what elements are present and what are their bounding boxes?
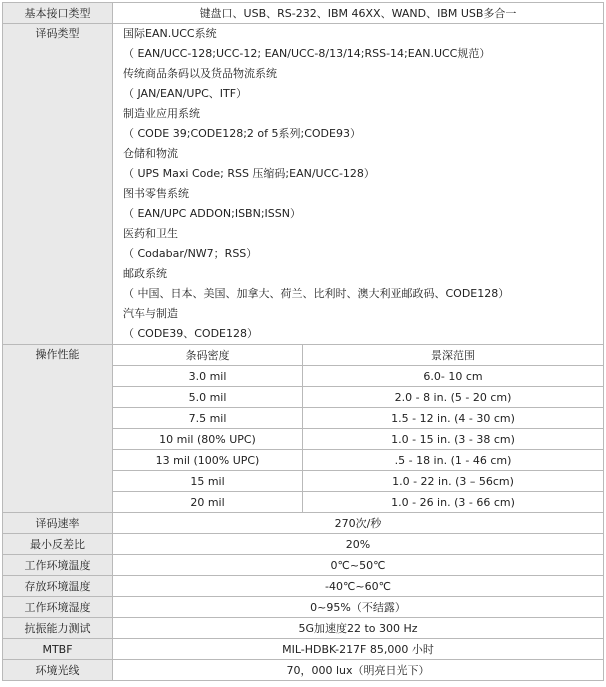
spec-row — [3, 597, 604, 618]
density-cell: 13 mil (100% UPC) — [113, 450, 303, 471]
density-cell: 20 mil — [113, 492, 303, 513]
spec-value: -40℃~60℃ — [113, 576, 604, 597]
depth-cell: 1.0 - 26 in. (3 - 66 cm) — [303, 492, 604, 513]
symbology-list — [113, 24, 604, 345]
symbology-line: 制造业应用系统 — [123, 107, 200, 120]
spec-table — [2, 2, 604, 681]
symbology-line: （ CODE39、CODE128） — [123, 327, 259, 340]
symbology-line: （ EAN/UPC ADDON;ISBN;ISSN） — [123, 207, 301, 220]
spec-value: 5G加速度22 to 300 Hz — [113, 618, 604, 639]
depth-cell: 1.0 - 15 in. (3 - 38 cm) — [303, 429, 604, 450]
symbology-line: 汽车与制造 — [123, 307, 178, 320]
depth-header: 景深范围 — [303, 345, 604, 366]
spec-value: 20% — [113, 534, 604, 555]
depth-cell: 2.0 - 8 in. (5 - 20 cm) — [303, 387, 604, 408]
spec-label: 抗振能力测试 — [3, 618, 113, 639]
symbology-line: （ 中国、日本、美国、加拿大、荷兰、比利时、澳大利亚邮政码、CODE128） — [123, 287, 510, 300]
spec-value: 270次/秒 — [113, 513, 604, 534]
spec-value: 0℃~50℃ — [113, 555, 604, 576]
symbology-line: 邮政系统 — [123, 267, 167, 280]
symbology-line: （ Codabar/NW7；RSS） — [123, 247, 258, 260]
density-cell: 5.0 mil — [113, 387, 303, 408]
spec-row — [3, 639, 604, 660]
spec-row — [3, 618, 604, 639]
symbology-line: （ UPS Maxi Code; RSS 压缩码;EAN/UCC-128） — [123, 167, 375, 180]
interface-row — [3, 3, 604, 24]
symbology-label: 译码类型 — [3, 24, 113, 345]
density-cell: 7.5 mil — [113, 408, 303, 429]
spec-value: MIL-HDBK-217F 85,000 小时 — [113, 639, 604, 660]
symbology-line: （ EAN/UCC-128;UCC-12; EAN/UCC-8/13/14;RSS-14;EAN.UCC规范） — [123, 47, 491, 60]
depth-cell: 1.0 - 22 in. (3 – 56cm) — [303, 471, 604, 492]
density-header: 条码密度 — [113, 345, 303, 366]
performance-label: 操作性能 — [3, 345, 113, 513]
depth-cell: 1.5 - 12 in. (4 - 30 cm) — [303, 408, 604, 429]
density-cell: 10 mil (80% UPC) — [113, 429, 303, 450]
spec-label: 工作环境温度 — [3, 555, 113, 576]
symbology-row — [3, 24, 604, 345]
symbology-line: 仓储和物流 — [123, 147, 178, 160]
symbology-line: 国际EAN.UCC系统 — [123, 27, 217, 40]
interface-label: 基本接口类型 — [3, 3, 113, 24]
depth-cell: .5 - 18 in. (1 - 46 cm) — [303, 450, 604, 471]
interface-value: 键盘口、USB、RS-232、IBM 46XX、WAND、IBM USB多合一 — [113, 3, 604, 24]
spec-row — [3, 660, 604, 681]
spec-label: 工作环境湿度 — [3, 597, 113, 618]
symbology-line: （ CODE 39;CODE128;2 of 5系列;CODE93） — [123, 127, 361, 140]
spec-label: MTBF — [3, 639, 113, 660]
spec-row — [3, 534, 604, 555]
symbology-line: 传统商品条码以及货品物流系统 — [123, 67, 277, 80]
depth-cell: 6.0- 10 cm — [303, 366, 604, 387]
spec-label: 译码速率 — [3, 513, 113, 534]
spec-row — [3, 576, 604, 597]
spec-value: 0~95%（不结露） — [113, 597, 604, 618]
spec-label: 最小反差比 — [3, 534, 113, 555]
spec-label: 存放环境温度 — [3, 576, 113, 597]
symbology-line: （ JAN/EAN/UPC、ITF） — [123, 87, 248, 100]
spec-value: 70，000 lux（明亮日光下） — [113, 660, 604, 681]
density-cell: 3.0 mil — [113, 366, 303, 387]
performance-header-row — [3, 345, 604, 366]
symbology-line: 医药和卫生 — [123, 227, 178, 240]
spec-label: 环境光线 — [3, 660, 113, 681]
symbology-line: 图书零售系统 — [123, 187, 189, 200]
density-cell: 15 mil — [113, 471, 303, 492]
spec-row — [3, 555, 604, 576]
spec-row — [3, 513, 604, 534]
